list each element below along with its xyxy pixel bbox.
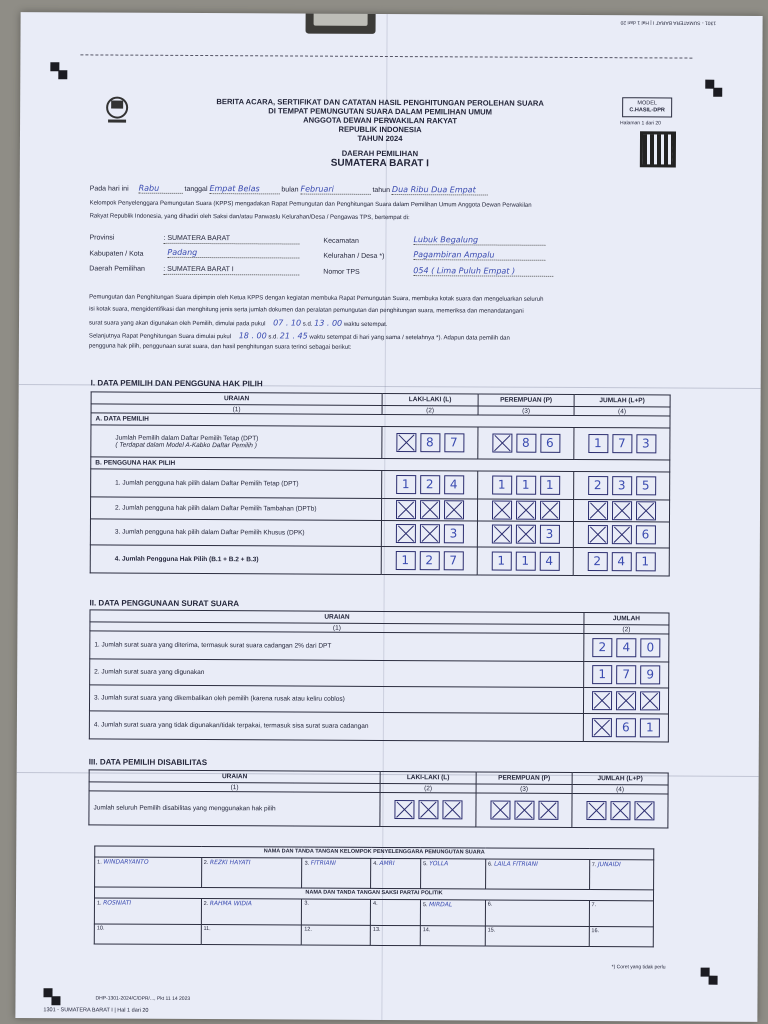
column-number: (2) — [382, 405, 478, 415]
crossed-box — [418, 800, 438, 819]
subsection-label: B. PENGGUNA HAK PILIH — [91, 457, 670, 472]
value-cells[interactable] — [477, 547, 573, 576]
value-cells[interactable] — [584, 634, 669, 662]
day-value: Rabu — [139, 184, 183, 194]
corner-mark — [51, 996, 60, 1005]
column-number: (1) — [89, 782, 380, 793]
saksi-signature-slot[interactable]: 6. — [485, 900, 589, 927]
crossed-box — [611, 501, 631, 520]
digit-box: 1 — [592, 665, 612, 684]
saksi-signature-slot[interactable]: 14. — [420, 926, 485, 946]
daerah-label: DAERAH PEMILIHAN — [341, 148, 419, 159]
digit-box: 1 — [516, 476, 536, 495]
row-label — [91, 425, 382, 459]
form-sheet — [15, 12, 762, 1022]
row-label: 1. Jumlah surat suara yang diterima, termasuk surat suara cadangan 2% dari DPT — [90, 631, 584, 662]
digit-box: 4 — [616, 638, 636, 657]
digit-box: 7 — [443, 551, 463, 570]
value-cells[interactable] — [381, 498, 477, 521]
kelurahan-label: Kelurahan / Desa *) — [323, 252, 385, 260]
digit-box: 2 — [419, 551, 439, 570]
time-start: 18 . 00 — [238, 331, 267, 341]
value-cells[interactable] — [478, 471, 574, 500]
value-cells[interactable] — [380, 792, 476, 827]
crossed-box — [492, 434, 512, 453]
signer-name: YOLLA — [429, 860, 449, 868]
digit-box: 2 — [420, 475, 440, 494]
kpps-signature-slot[interactable]: 5. YOLLA — [420, 859, 485, 889]
crossed-box — [443, 500, 463, 519]
tps-label: Nomor TPS — [323, 268, 360, 276]
crossed-box — [640, 691, 660, 710]
row-label: 3. Jumlah pengguna hak pilih dalam Daftar Pemilih Khusus (DPK) — [90, 519, 381, 547]
bulan-label: bulan — [281, 186, 299, 194]
saksi-signature-slot[interactable]: 5. MIRDAL — [420, 900, 485, 926]
digit-box: 3 — [636, 434, 656, 453]
kpps-signature-slot[interactable]: 3. FITRIANI — [302, 858, 371, 888]
title-line: BERITA ACARA, SERTIFIKAT DAN CATATAN HASIL PENGHITUNGAN PEROLEHAN SUARA — [216, 97, 544, 108]
signer-name: RAHMA WIDIA — [209, 900, 252, 908]
kpps-signature-slot[interactable]: 4. AMRI — [371, 858, 421, 888]
crossed-box — [592, 718, 612, 737]
crossed-box — [539, 501, 559, 520]
digit-box: 4 — [611, 552, 631, 571]
crossed-box — [419, 500, 439, 519]
section-3-table — [88, 769, 668, 828]
digit-box: 1 — [635, 552, 655, 571]
column-header: URAIAN — [91, 392, 382, 406]
saksi-signature-slot[interactable]: 11. — [201, 925, 302, 946]
crossed-box — [395, 524, 415, 543]
value-cells[interactable] — [476, 793, 572, 828]
provinsi-value: : SUMATERA BARAT — [163, 234, 299, 245]
procedure-text: Pemungutan dan Penghitungan Suara dipimpin oleh Ketua KPPS dengan kegiatan membuka Rapat Pemungutan Suara, membuka kotak suara dan mengeluarkan seluruh — [89, 294, 544, 303]
saksi-signature-slot[interactable]: 10. — [94, 924, 201, 945]
crossed-box — [395, 500, 415, 519]
column-header: PEREMPUAN (P) — [478, 394, 574, 407]
section-1-title: I. DATA PEMILIH DAN PENGGUNA HAK PILIH — [90, 378, 263, 389]
value-cells[interactable] — [381, 546, 477, 575]
footer-page-label: 1301 - SUMATERA BARAT I | Hal 1 dari 20 — [43, 1007, 149, 1014]
subsection-label: A. DATA PEMILIH — [91, 413, 670, 428]
digit-box: 1 — [492, 476, 512, 495]
crossed-box — [635, 501, 655, 520]
signer-name: WINDARYANTO — [103, 858, 149, 866]
row-label: 2. Jumlah pengguna hak pilih dalam Daftar Pemilih Tambahan (DPTb) — [90, 497, 381, 521]
column-header: JUMLAH (L+P) — [572, 772, 668, 785]
crossed-box — [396, 433, 416, 452]
digit-box: 1 — [640, 718, 660, 737]
saksi-signature-slot[interactable]: 13. — [370, 925, 420, 945]
digit-box: 1 — [588, 434, 608, 453]
digit-box: 2 — [587, 552, 607, 571]
dapil-value: : SUMATERA BARAT I — [163, 265, 299, 276]
value-cells[interactable] — [583, 714, 668, 742]
procedure-label: surat suara yang akan digunakan oleh Pemilih, dimulai pada pukul — [88, 320, 266, 328]
top-right-header: 1301 - SUMATERA BARAT I | Hal 1 dari 20 — [621, 19, 717, 26]
value-cells[interactable] — [382, 426, 478, 459]
saksi-signature-slot[interactable]: 4. — [370, 899, 420, 925]
crossed-box — [610, 801, 630, 820]
value-cells[interactable] — [572, 793, 668, 828]
month-value: Februari — [300, 185, 370, 195]
column-header: JUMLAH (L+P) — [574, 394, 670, 407]
crossed-box — [515, 525, 535, 544]
column-header: LAKI-LAKI (L) — [382, 393, 478, 406]
digit-box: 7 — [444, 433, 464, 452]
row-label: 4. Jumlah surat suara yang tidak digunakan/tidak terpakai, termasuk sisa surat suara cadangan — [89, 711, 583, 742]
signer-name: FITRIANI — [310, 859, 336, 867]
column-number: (3) — [476, 784, 572, 794]
kpps-signature-header: NAMA DAN TANDA TANGAN KELOMPOK PENYELENGGARA PEMUNGUTAN SUARA — [95, 846, 654, 860]
digit-box: 8 — [516, 434, 536, 453]
saksi-signature-slot[interactable]: 3. — [302, 899, 371, 925]
title-line: DI TEMPAT PEMUNGUTAN SUARA DALAM PEMILIHAN UMUM — [268, 106, 493, 117]
column-number: (2) — [584, 625, 669, 634]
saksi-signature-slot[interactable]: 16. — [589, 927, 654, 947]
procedure-text — [89, 330, 510, 343]
column-number: (3) — [478, 406, 574, 416]
saksi-signature-header: NAMA DAN TANDA TANGAN SAKSI PARTAI POLITIK — [95, 887, 654, 901]
column-number: (1) — [91, 404, 382, 415]
digit-box: 2 — [592, 638, 612, 657]
column-header: PEREMPUAN (P) — [476, 772, 572, 785]
opening-line — [90, 183, 690, 196]
crossed-box — [587, 501, 607, 520]
row-label: Jumlah seluruh Pemilih disabilitas yang menggunakan hak pilih — [89, 791, 380, 827]
value-cells[interactable] — [574, 427, 670, 460]
digit-box: 3 — [612, 476, 632, 495]
tanggal-label: tanggal — [184, 185, 208, 194]
value-cells[interactable] — [477, 499, 573, 522]
value-cells[interactable] — [478, 427, 574, 460]
value-cells[interactable] — [573, 499, 669, 522]
time-sd: s.d. — [302, 321, 313, 328]
value-cells[interactable] — [584, 662, 669, 688]
corner-mark — [58, 70, 67, 79]
value-cells[interactable] — [573, 547, 669, 576]
value-cells[interactable] — [573, 521, 669, 548]
crossed-box — [490, 801, 510, 820]
year-value: Dua Ribu Dua Empat — [392, 185, 488, 196]
provinsi-label: Provinsi — [89, 234, 115, 242]
footnote: *) Coret yang tidak perlu — [611, 964, 666, 971]
page-indicator: Halaman 1 dari 20 — [620, 120, 661, 127]
procedure-label: Selanjutnya Rapat Penghitungan Suara dimulai pukul — [88, 333, 232, 341]
column-number: (1) — [90, 622, 584, 634]
daerah-value: SUMATERA BARAT I — [330, 157, 429, 170]
intro-text: Kelompok Penyelenggara Pemungutan Suara (KPPS) mengadakan Rapat Pemungutan dan Penghitungan Suara dalam Pemilihan Umum Anggota Dewan Perwakilan — [89, 200, 532, 209]
saksi-signature-slot[interactable]: 7. — [589, 901, 654, 927]
crossed-box — [616, 691, 636, 710]
column-header: LAKI-LAKI (L) — [380, 771, 476, 784]
model-code: C.HASIL-DPR — [629, 107, 665, 114]
row-label: 4. Jumlah Pengguna Hak Pilih (B.1 + B.2 + B.3) — [90, 545, 381, 575]
crossed-box — [611, 525, 631, 544]
digit-box: 5 — [636, 476, 656, 495]
crossed-box — [491, 525, 511, 544]
signer-name: LAILA FITRIANI — [494, 860, 538, 868]
crossed-box — [394, 800, 414, 819]
model-box — [622, 97, 672, 117]
model-label: MODEL — [637, 100, 657, 107]
title-line: REPUBLIK INDONESIA — [338, 124, 422, 135]
digit-box: 2 — [588, 476, 608, 495]
crossed-box — [514, 801, 534, 820]
column-header: URAIAN — [89, 770, 380, 784]
opening-label: Pada hari ini — [89, 185, 129, 193]
digit-box: 7 — [616, 665, 636, 684]
time-start: 07 . 10 — [273, 318, 302, 328]
crossed-box — [515, 501, 535, 520]
digit-box: 1 — [515, 552, 535, 571]
signer-name: ROSNIATI — [103, 899, 132, 907]
column-number: (4) — [574, 406, 670, 416]
column-number: (4) — [572, 784, 668, 794]
signer-name: AMRI — [379, 859, 395, 868]
digit-box: 6 — [635, 525, 655, 544]
kpps-signature-slot[interactable]: 6. LAILA FITRIANI — [485, 859, 589, 890]
signer-name: REZKI HAYATI — [209, 859, 251, 867]
crossed-box — [538, 801, 558, 820]
column-header: JUMLAH — [584, 613, 669, 625]
digit-box: 6 — [616, 718, 636, 737]
digit-box: 3 — [539, 525, 559, 544]
crossed-box — [419, 524, 439, 543]
title-line: TAHUN 2024 — [357, 133, 403, 144]
kpps-signature-slot[interactable]: 2. REZKI HAYATI — [201, 858, 302, 889]
row-label: 3. Jumlah surat suara yang dikembalikan oleh pemilih (karena rusak atau keliru coblos) — [89, 685, 583, 714]
row-label-line: Jumlah Pemilih dalam Daftar Pemilih Tetap (DPT) — [115, 434, 259, 442]
time-end: 13 . 00 — [314, 318, 343, 328]
digit-box: 8 — [420, 433, 440, 452]
value-cells[interactable] — [477, 521, 573, 548]
row-label: 1. Jumlah pengguna hak pilih dalam Daftar Pemilih Tetap (DPT) — [91, 469, 382, 499]
qr-code — [640, 131, 676, 167]
digit-box: 7 — [612, 434, 632, 453]
saksi-signature-slot[interactable]: 2. RAHMA WIDIA — [201, 899, 302, 926]
kpps-signature-slot[interactable]: 1. WINDARYANTO — [95, 857, 202, 888]
digit-box: 4 — [539, 552, 559, 571]
digit-box: 1 — [491, 552, 511, 571]
crossed-box — [592, 691, 612, 710]
section-2-table — [89, 609, 670, 742]
crossed-box — [491, 501, 511, 520]
kecamatan-label: Kecamatan — [323, 237, 359, 245]
saksi-signature-slot[interactable]: 12. — [302, 925, 371, 945]
date-value: Empat Belas — [209, 184, 279, 194]
value-cells[interactable] — [381, 520, 477, 547]
saksi-signature-slot[interactable]: 15. — [485, 926, 589, 947]
kelurahan-value: Pagambiran Ampalu — [413, 250, 545, 261]
time-sd: s.d. — [268, 334, 279, 341]
procedure-text: isi kotak suara, mengidentifikasi dan menghitung jenis serta jumlah dokumen dan peralatan pemungutan dan penghitungan suara, memeriksa dan menandatangani — [89, 306, 524, 315]
signature-table — [94, 845, 655, 947]
kabupaten-label: Kabupaten / Kota — [89, 250, 144, 258]
digit-box: 1 — [540, 476, 560, 495]
crossed-box — [634, 801, 654, 820]
signer-name: JUNAIDI — [597, 861, 621, 869]
digit-box: 0 — [640, 638, 660, 657]
procedure-text: pengguna hak pilih, penggunaan surat suara, dan hasil penghitungan suara terinci sebagai berikut: — [88, 343, 352, 351]
digit-box: 4 — [444, 475, 464, 494]
row-label: 2. Jumlah surat suara yang digunakan — [90, 659, 584, 688]
section-1-table — [90, 391, 671, 576]
signer-name: MIRDAL — [428, 901, 453, 909]
kecamatan-value: Lubuk Begalung — [413, 235, 545, 246]
crossed-box — [586, 801, 606, 820]
digit-box: 1 — [395, 551, 415, 570]
crossed-box — [442, 800, 462, 819]
kpu-logo-icon — [104, 95, 130, 125]
time-suffix: waktu setempat di hari yang sama / setelahnya *). Adapun data pemilih dan — [309, 334, 510, 342]
section-3-title: III. DATA PEMILIH DISABILITAS — [88, 757, 208, 768]
title-line: ANGGOTA DEWAN PERWAKILAN RAKYAT — [303, 115, 458, 126]
digit-box: 1 — [396, 475, 416, 494]
corner-mark — [713, 88, 722, 97]
intro-text: Rakyat Republik Indonesia, yang dihadiri oleh Saksi dan/atau Panwaslu Kelurahan/Desa / Pengawas TPS, bertempat di: — [89, 213, 410, 222]
document-code: DHP-1301-2024/C/DPR/..., Pkt 11 14 2023 — [95, 995, 191, 1002]
kpps-signature-slot[interactable]: 7. JUNAIDI — [589, 860, 654, 890]
time-suffix: waktu setempat. — [343, 321, 388, 328]
value-cells[interactable] — [583, 688, 668, 714]
digit-box: 9 — [640, 665, 660, 684]
kabupaten-value: Padang — [167, 248, 299, 259]
time-end: 21 . 45 — [279, 331, 308, 341]
row-label-note: ( Terdapat dalam Model A-Kabko Daftar Pemilih ) — [115, 441, 257, 449]
tahun-label: tahun — [372, 186, 391, 195]
value-cells[interactable] — [382, 470, 478, 499]
value-cells[interactable] — [574, 471, 670, 500]
column-header: URAIAN — [90, 610, 584, 625]
saksi-signature-slot[interactable]: 1. ROSNIATI — [94, 898, 201, 925]
column-number: (2) — [380, 783, 476, 793]
binder-clip — [306, 12, 376, 34]
digit-box: 3 — [443, 524, 463, 543]
tps-value: 054 ( Lima Puluh Empat ) — [413, 266, 553, 277]
section-2-title: II. DATA PENGGUNAAN SURAT SUARA — [89, 598, 240, 609]
dapil-label: Daerah Pemilihan — [89, 265, 145, 273]
crossed-box — [587, 525, 607, 544]
document-title — [170, 97, 590, 171]
procedure-text — [89, 317, 388, 330]
corner-mark — [709, 976, 718, 985]
digit-box: 6 — [540, 434, 560, 453]
